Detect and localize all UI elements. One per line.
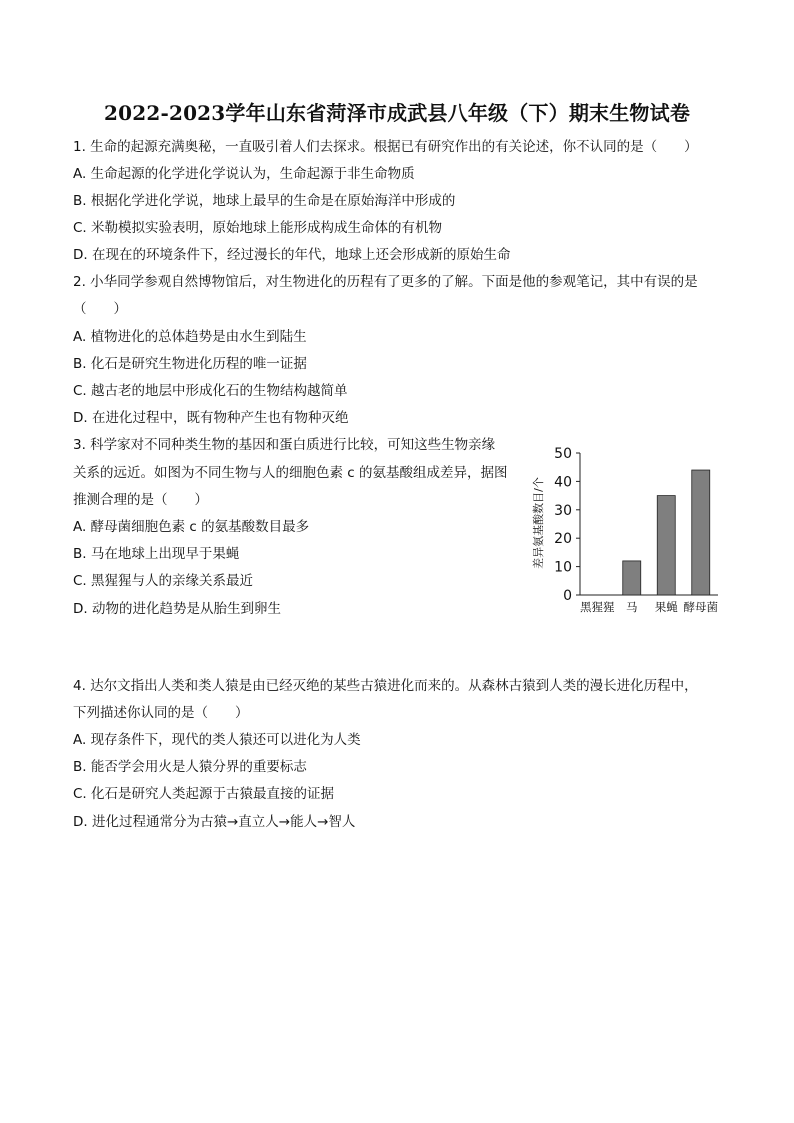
question-1-option-c: C. 米勒模拟实验表明，原始地球上能形成构成生命体的有机物 <box>73 220 443 236</box>
question-3-option-a: A. 酵母菌细胞色素 c 的氨基酸数目最多 <box>73 519 310 535</box>
question-3-stem-line-2: 关系的远近。如图为不同生物与人的细胞色素 c 的氨基酸组成差异，据图 <box>73 465 508 481</box>
question-2-option-a: A. 植物进化的总体趋势是由水生到陆生 <box>73 329 307 345</box>
question-2-stem-line-1: 2. 小华同学参观自然博物馆后，对生物进化的历程有了更多的了解。下面是他的参观笔记，其中有误的是 <box>73 274 698 290</box>
chart-y-tick-label: 40 <box>554 474 572 491</box>
chart-bars <box>623 470 710 595</box>
chart-y-tick-label: 10 <box>554 559 572 576</box>
question-4-option-d: D. 进化过程通常分为古猿→直立人→能人→智人 <box>73 814 356 830</box>
chart-x-category-label: 马 <box>626 600 638 614</box>
chart-x-category-label: 酵母菌 <box>683 600 718 614</box>
chart-y-tick-label: 20 <box>554 531 572 548</box>
exam-title: 2022-2023学年山东省菏泽市成武县八年级（下）期末生物试卷 <box>103 101 691 125</box>
chart-y-tick-label: 0 <box>563 588 572 604</box>
chart-y-tick-label: 50 <box>554 446 572 462</box>
chart-y-axis-label: 差异氨基酸数目/个 <box>532 477 545 569</box>
chart-y-ticks <box>554 446 580 604</box>
question-4-option-c: C. 化石是研究人类起源于古猿最直接的证据 <box>73 786 335 802</box>
chart-x-category-label: 果蝇 <box>654 600 678 614</box>
chart-bar <box>657 496 675 595</box>
question-2-option-c: C. 越古老的地层中形成化石的生物结构越简单 <box>73 383 348 399</box>
question-3-stem-line-3: 推测合理的是（ ） <box>73 492 208 508</box>
question-2-option-b: B. 化石是研究生物进化历程的唯一证据 <box>73 356 307 372</box>
question-1-stem: 1. 生命的起源充满奥秘，一直吸引着人们去探求。根据已有研究作出的有关论述，你不认同的是（ ） <box>73 139 698 155</box>
question-4-stem-line-1: 4. 达尔文指出人类和类人猿是由已经灭绝的某些古猿进化而来的。从森林古猿到人类的漫长进化历程中， <box>73 678 698 694</box>
chart-bar <box>623 561 641 595</box>
question-4-stem-line-2: 下列描述你认同的是（ ） <box>73 705 249 721</box>
question-2-stem-line-2: （ ） <box>73 301 127 317</box>
question-3-option-b: B. 马在地球上出现早于果蝇 <box>73 546 240 562</box>
chart-y-tick-label: 30 <box>554 502 572 519</box>
chart-x-categories <box>580 600 718 614</box>
chart-bar <box>692 470 710 595</box>
question-1-option-b: B. 根据化学进化学说，地球上最早的生命是在原始海洋中形成的 <box>73 193 456 209</box>
question-1-option-a: A. 生命起源的化学进化学说认为，生命起源于非生命物质 <box>73 166 415 182</box>
question-3-option-d: D. 动物的进化趋势是从胎生到卵生 <box>73 601 281 617</box>
question-3-stem-line-1: 3. 科学家对不同种类生物的基因和蛋白质进行比较，可知这些生物亲缘 <box>73 437 496 453</box>
question-4-option-b: B. 能否学会用火是人猿分界的重要标志 <box>73 759 307 775</box>
chart-x-category-label: 黑猩猩 <box>580 600 615 614</box>
amino-acid-difference-bar-chart <box>528 440 728 620</box>
question-1-option-d: D. 在现在的环境条件下，经过漫长的年代，地球上还会形成新的原始生命 <box>73 247 511 263</box>
question-3-option-c: C. 黑猩猩与人的亲缘关系最近 <box>73 573 254 589</box>
question-4-option-a: A. 现存条件下，现代的类人猿还可以进化为人类 <box>73 732 361 748</box>
question-2-option-d: D. 在进化过程中，既有物种产生也有物种灭绝 <box>73 410 349 426</box>
